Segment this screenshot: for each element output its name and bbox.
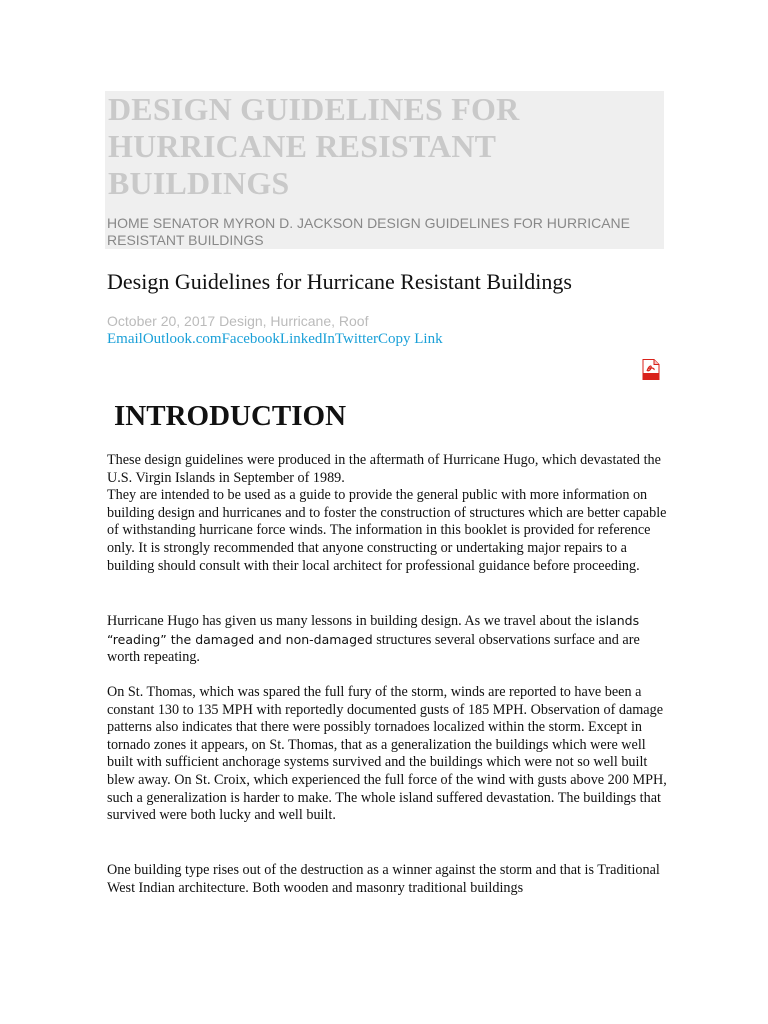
article-title: Design Guidelines for Hurricane Resistant Buildings [107,269,572,294]
share-linkedin-link[interactable]: LinkedIn [279,331,335,347]
paragraph-text: islands “reading” the damaged and non-damaged [107,613,640,647]
site-title: DESIGN GUIDELINES FOR HURRICANE RESISTANT BUILDINGS [108,91,520,201]
paragraph-text: structures several observations surface and are worth repeating. [107,631,640,666]
paragraph-line: They are intended to be used as a guide to provide the general public with more information on building design and hurricanes and to foster the construction of structures which are better capable of withstanding hurricane force winds. The information in this booklet is provided for reference only. It is strongly recommended that anyone constructing or undertaking major repairs to a building should consult with their local architect for professional guidance before proceeding. [107,487,667,574]
pdf-icon[interactable] [642,359,660,380]
paragraph-architecture: One building type rises out of the destruction as a winner against the storm and that is Traditional West Indian architecture. Both wooden and masonry traditional buildings [107,862,660,896]
paragraph-lessons [107,612,667,667]
paragraph-line: These design guidelines were produced in the aftermath of Hurricane Hugo, which devastated the U.S. Virgin Islands in September of 1989. [107,452,661,486]
share-facebook-link[interactable]: Facebook [221,331,280,347]
share-outlook-link[interactable]: Outlook.com [142,331,222,347]
paragraph-text: Hurricane Hugo has given us many lessons in building design. As we travel about the [107,613,596,629]
paragraph-st-thomas: On St. Thomas, which was spared the full fury of the storm, winds are reported to have been a constant 130 to 135 MPH with reportedly documented gusts of 185 MPH. Observation of damage patterns also indicates that there were possibly tornadoes localized within the storm. Except in tornado zones it appears, on St. Thomas, that as a generalization the buildings which were well built with sufficient anchorage systems survived and the buildings which were not so well built blew away. On St. Croix, which experienced the full force of the wind with gusts above 200 MPH, such a generalization is harder to make. The whole island suffered devastation. The buildings that survived were both lucky and well built. [107,684,667,824]
share-copy-link[interactable]: Copy Link [378,331,443,347]
site-header [105,91,664,249]
share-email-link[interactable]: Email [107,331,143,347]
share-links [107,330,443,348]
section-heading: INTRODUCTION [114,400,347,432]
paragraph-intro [107,452,667,575]
article-meta: October 20, 2017 Design, Hurricane, Roof [107,313,369,329]
breadcrumb[interactable]: HOME SENATOR MYRON D. JACKSON DESIGN GUIDELINES FOR HURRICANE RESISTANT BUILDINGS [107,215,630,248]
share-twitter-link[interactable]: Twitter [334,331,378,347]
